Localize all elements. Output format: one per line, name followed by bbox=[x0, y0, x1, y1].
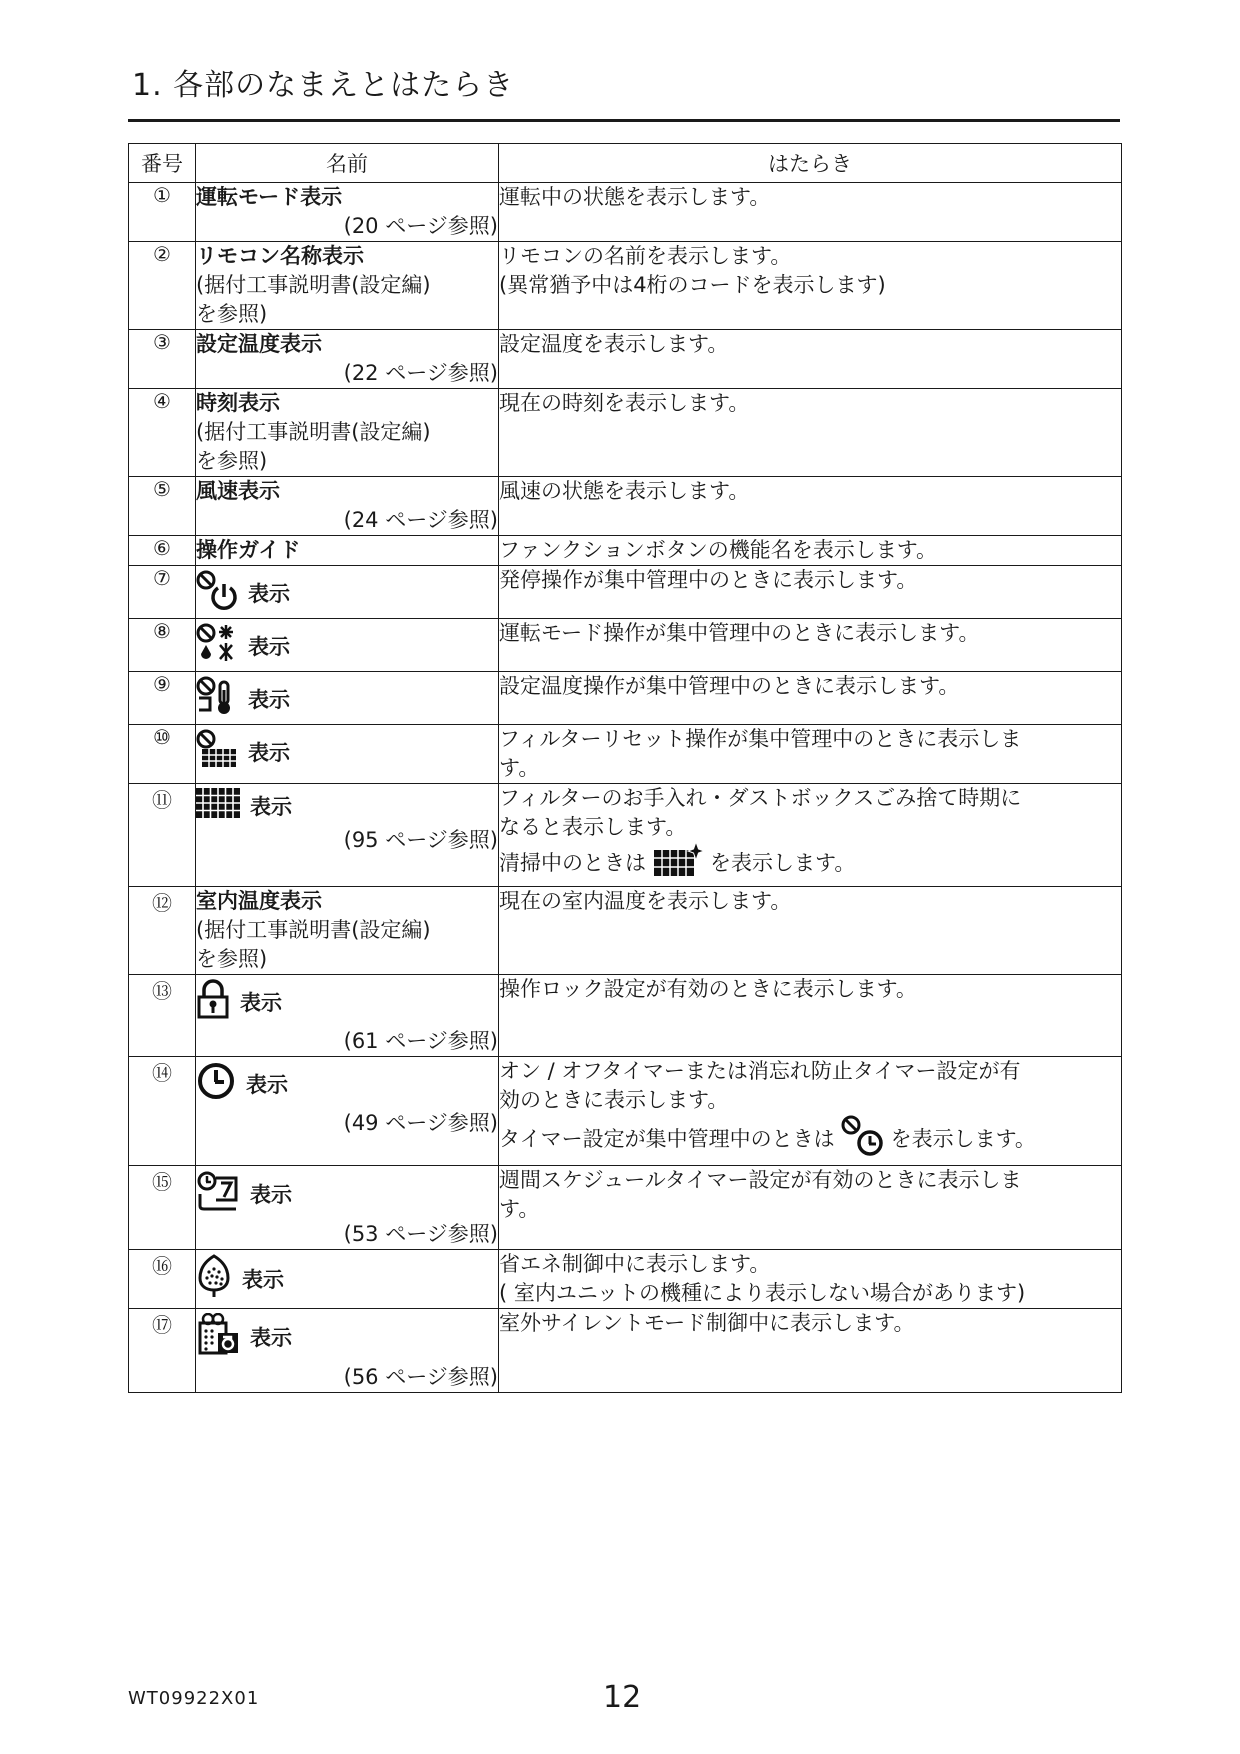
row-function-cell bbox=[499, 887, 1122, 975]
table-body bbox=[129, 183, 1122, 1393]
function-text: 発停操作が集中管理中のときに表示します。 bbox=[499, 568, 918, 592]
table-row bbox=[129, 784, 1122, 887]
header-func: はたらき bbox=[499, 144, 1122, 183]
row-number: ⑥ bbox=[129, 536, 196, 566]
row-number: ⑫ bbox=[129, 887, 196, 975]
row-name-cell bbox=[196, 784, 499, 887]
outdoor-silent-icon bbox=[196, 1313, 240, 1363]
table-row bbox=[129, 672, 1122, 725]
page-reference: (49 ページ参照) bbox=[343, 1111, 498, 1135]
function-text: す。 bbox=[499, 756, 540, 780]
row-name: 運転モード表示 bbox=[196, 185, 343, 209]
page-reference: (61 ページ参照) bbox=[343, 1029, 498, 1053]
row-number: ⑬ bbox=[129, 975, 196, 1057]
row-name-cell bbox=[196, 619, 499, 672]
function-text: 操作ロック設定が有効のときに表示します。 bbox=[499, 977, 917, 1001]
icon-label-row bbox=[196, 1061, 498, 1109]
table-row bbox=[129, 536, 1122, 566]
row-name-cell bbox=[196, 975, 499, 1057]
function-text: 設定温度操作が集中管理中のときに表示します。 bbox=[499, 674, 960, 698]
row-name: 操作ガイド bbox=[196, 538, 301, 562]
central-control-timer-icon bbox=[841, 1115, 885, 1165]
function-text: なると表示します。 bbox=[499, 815, 687, 839]
icon-label-row bbox=[196, 1313, 498, 1363]
row-name-note: (据付工事説明書(設定編) bbox=[196, 420, 431, 444]
row-number: ⑧ bbox=[129, 619, 196, 672]
table-row bbox=[129, 619, 1122, 672]
header-name: 名前 bbox=[196, 144, 499, 183]
row-number: ③ bbox=[129, 330, 196, 389]
page-title: 1. 各部のなまえとはたらき bbox=[132, 68, 515, 103]
table-row bbox=[129, 887, 1122, 975]
row-name-note: (据付工事説明書(設定編) bbox=[196, 918, 431, 942]
row-number: ⑰ bbox=[129, 1309, 196, 1393]
cleaning-icon bbox=[652, 842, 704, 886]
row-function-cell bbox=[499, 1309, 1122, 1393]
title-rule bbox=[128, 119, 1120, 122]
table-row bbox=[129, 477, 1122, 536]
function-text: 効のときに表示します。 bbox=[499, 1088, 729, 1112]
row-name: 表示 bbox=[250, 1325, 292, 1350]
row-name: 表示 bbox=[248, 634, 290, 659]
icon-label-row bbox=[196, 729, 498, 777]
function-text: (異常猶予中は4桁のコードを表示します) bbox=[499, 273, 886, 297]
row-function-cell bbox=[499, 536, 1122, 566]
row-name: 表示 bbox=[242, 1267, 284, 1292]
row-name-note: を参照) bbox=[196, 302, 268, 326]
row-name: 時刻表示 bbox=[196, 391, 280, 415]
function-text: 現在の時刻を表示します。 bbox=[499, 391, 750, 415]
row-name-cell bbox=[196, 566, 499, 619]
row-number: ⑮ bbox=[129, 1166, 196, 1250]
function-text: 運転モード操作が集中管理中のときに表示します。 bbox=[499, 621, 980, 645]
row-number: ⑤ bbox=[129, 477, 196, 536]
table-row bbox=[129, 330, 1122, 389]
function-text: 現在の室内温度を表示します。 bbox=[499, 889, 792, 913]
row-name: 表示 bbox=[240, 990, 282, 1015]
row-name-note: (据付工事説明書(設定編) bbox=[196, 273, 431, 297]
table-row bbox=[129, 1057, 1122, 1166]
table-row bbox=[129, 242, 1122, 330]
function-text: を表示します。 bbox=[710, 851, 856, 875]
header-num: 番号 bbox=[129, 144, 196, 183]
row-name-cell bbox=[196, 887, 499, 975]
row-name-cell bbox=[196, 536, 499, 566]
function-text: 清掃中のときは bbox=[499, 851, 646, 875]
function-text: を表示します。 bbox=[890, 1127, 1036, 1151]
row-name-cell bbox=[196, 672, 499, 725]
row-number: ⑨ bbox=[129, 672, 196, 725]
page-reference: (24 ページ参照) bbox=[343, 508, 498, 532]
row-name: 表示 bbox=[248, 687, 290, 712]
function-text: 設定温度を表示します。 bbox=[499, 332, 729, 356]
row-function-cell bbox=[499, 672, 1122, 725]
central-control-temperature-icon bbox=[196, 676, 238, 724]
timer-icon bbox=[196, 1061, 236, 1109]
row-name-note: を参照) bbox=[196, 947, 268, 971]
parts-table bbox=[128, 143, 1122, 1393]
table-row bbox=[129, 1309, 1122, 1393]
row-name-note: を参照) bbox=[196, 449, 268, 473]
row-name-cell bbox=[196, 1166, 499, 1250]
row-name: 表示 bbox=[248, 740, 290, 765]
row-number: ④ bbox=[129, 389, 196, 477]
page-reference: (53 ページ参照) bbox=[343, 1222, 498, 1246]
row-number: ⑯ bbox=[129, 1250, 196, 1309]
row-function-cell bbox=[499, 389, 1122, 477]
row-name-cell bbox=[196, 389, 499, 477]
function-text: フィルターのお手入れ・ダストボックスごみ捨て時期に bbox=[499, 786, 1022, 810]
icon-label-row bbox=[196, 788, 498, 826]
function-text: リモコンの名前を表示します。 bbox=[499, 244, 792, 268]
row-function-cell bbox=[499, 1057, 1122, 1166]
icon-label-row bbox=[196, 1254, 498, 1306]
function-text-with-icon bbox=[499, 1115, 1121, 1165]
row-name: リモコン名称表示 bbox=[196, 244, 364, 268]
function-text: 風速の状態を表示します。 bbox=[499, 479, 750, 503]
table-row bbox=[129, 1250, 1122, 1309]
row-function-cell bbox=[499, 330, 1122, 389]
row-name-cell bbox=[196, 477, 499, 536]
table-row bbox=[129, 389, 1122, 477]
row-function-cell bbox=[499, 477, 1122, 536]
row-name-cell bbox=[196, 1250, 499, 1309]
function-text: 省エネ制御中に表示します。 bbox=[499, 1252, 771, 1276]
row-name: 表示 bbox=[250, 1182, 292, 1207]
function-text: ファンクションボタンの機能名を表示します。 bbox=[499, 538, 938, 562]
page-reference: (20 ページ参照) bbox=[343, 214, 498, 238]
row-number: ⑭ bbox=[129, 1057, 196, 1166]
row-function-cell bbox=[499, 566, 1122, 619]
row-name-cell bbox=[196, 242, 499, 330]
table-row bbox=[129, 725, 1122, 784]
icon-label-row bbox=[196, 979, 498, 1027]
row-number: ① bbox=[129, 183, 196, 242]
table-row bbox=[129, 1166, 1122, 1250]
row-name-cell bbox=[196, 330, 499, 389]
row-name: 表示 bbox=[246, 1072, 288, 1097]
document-code: WT09922X01 bbox=[128, 1688, 260, 1709]
function-text: す。 bbox=[499, 1197, 540, 1221]
function-text-with-icon bbox=[499, 842, 1121, 886]
central-control-mode-icon bbox=[196, 623, 238, 671]
row-name: 設定温度表示 bbox=[196, 332, 322, 356]
row-name: 表示 bbox=[248, 581, 290, 606]
central-control-power-icon bbox=[196, 570, 238, 618]
row-function-cell bbox=[499, 242, 1122, 330]
row-name-cell bbox=[196, 1309, 499, 1393]
function-text: フィルターリセット操作が集中管理中のときに表示しま bbox=[499, 727, 1022, 751]
row-name-cell bbox=[196, 725, 499, 784]
table-row bbox=[129, 566, 1122, 619]
row-number: ② bbox=[129, 242, 196, 330]
row-function-cell bbox=[499, 1250, 1122, 1309]
row-function-cell bbox=[499, 1166, 1122, 1250]
central-control-filter-icon bbox=[196, 729, 238, 777]
lock-icon bbox=[196, 979, 230, 1027]
page-reference: (95 ページ参照) bbox=[343, 828, 498, 852]
table-header-row bbox=[129, 144, 1122, 183]
row-name: 表示 bbox=[250, 794, 292, 819]
table-row bbox=[129, 975, 1122, 1057]
function-text: 週間スケジュールタイマー設定が有効のときに表示しま bbox=[499, 1168, 1022, 1192]
function-text: 運転中の状態を表示します。 bbox=[499, 185, 771, 209]
icon-label-row bbox=[196, 570, 498, 618]
row-function-cell bbox=[499, 183, 1122, 242]
row-function-cell bbox=[499, 619, 1122, 672]
row-function-cell bbox=[499, 725, 1122, 784]
row-number: ⑩ bbox=[129, 725, 196, 784]
page-number: 12 bbox=[603, 1680, 642, 1715]
function-text: ( 室内ユニットの機種により表示しない場合があります) bbox=[499, 1281, 1026, 1305]
row-function-cell bbox=[499, 975, 1122, 1057]
icon-label-row bbox=[196, 676, 498, 724]
row-number: ⑦ bbox=[129, 566, 196, 619]
table-row bbox=[129, 183, 1122, 242]
row-name: 風速表示 bbox=[196, 479, 280, 503]
function-text: タイマー設定が集中管理中のときは bbox=[499, 1127, 835, 1151]
function-text: 室外サイレントモード制御中に表示します。 bbox=[499, 1311, 915, 1335]
row-name: 室内温度表示 bbox=[196, 889, 322, 913]
row-number: ⑪ bbox=[129, 784, 196, 887]
row-function-cell bbox=[499, 784, 1122, 887]
energy-saving-icon bbox=[196, 1254, 232, 1306]
icon-label-row bbox=[196, 623, 498, 671]
page-reference: (22 ページ参照) bbox=[343, 361, 498, 385]
icon-label-row bbox=[196, 1170, 498, 1220]
weekly-schedule-icon bbox=[196, 1170, 240, 1220]
page-reference: (56 ページ参照) bbox=[343, 1365, 498, 1389]
row-name-cell bbox=[196, 183, 499, 242]
function-text: オン / オフタイマーまたは消忘れ防止タイマー設定が有 bbox=[499, 1059, 1021, 1083]
row-name-cell bbox=[196, 1057, 499, 1166]
filter-icon bbox=[196, 788, 240, 826]
